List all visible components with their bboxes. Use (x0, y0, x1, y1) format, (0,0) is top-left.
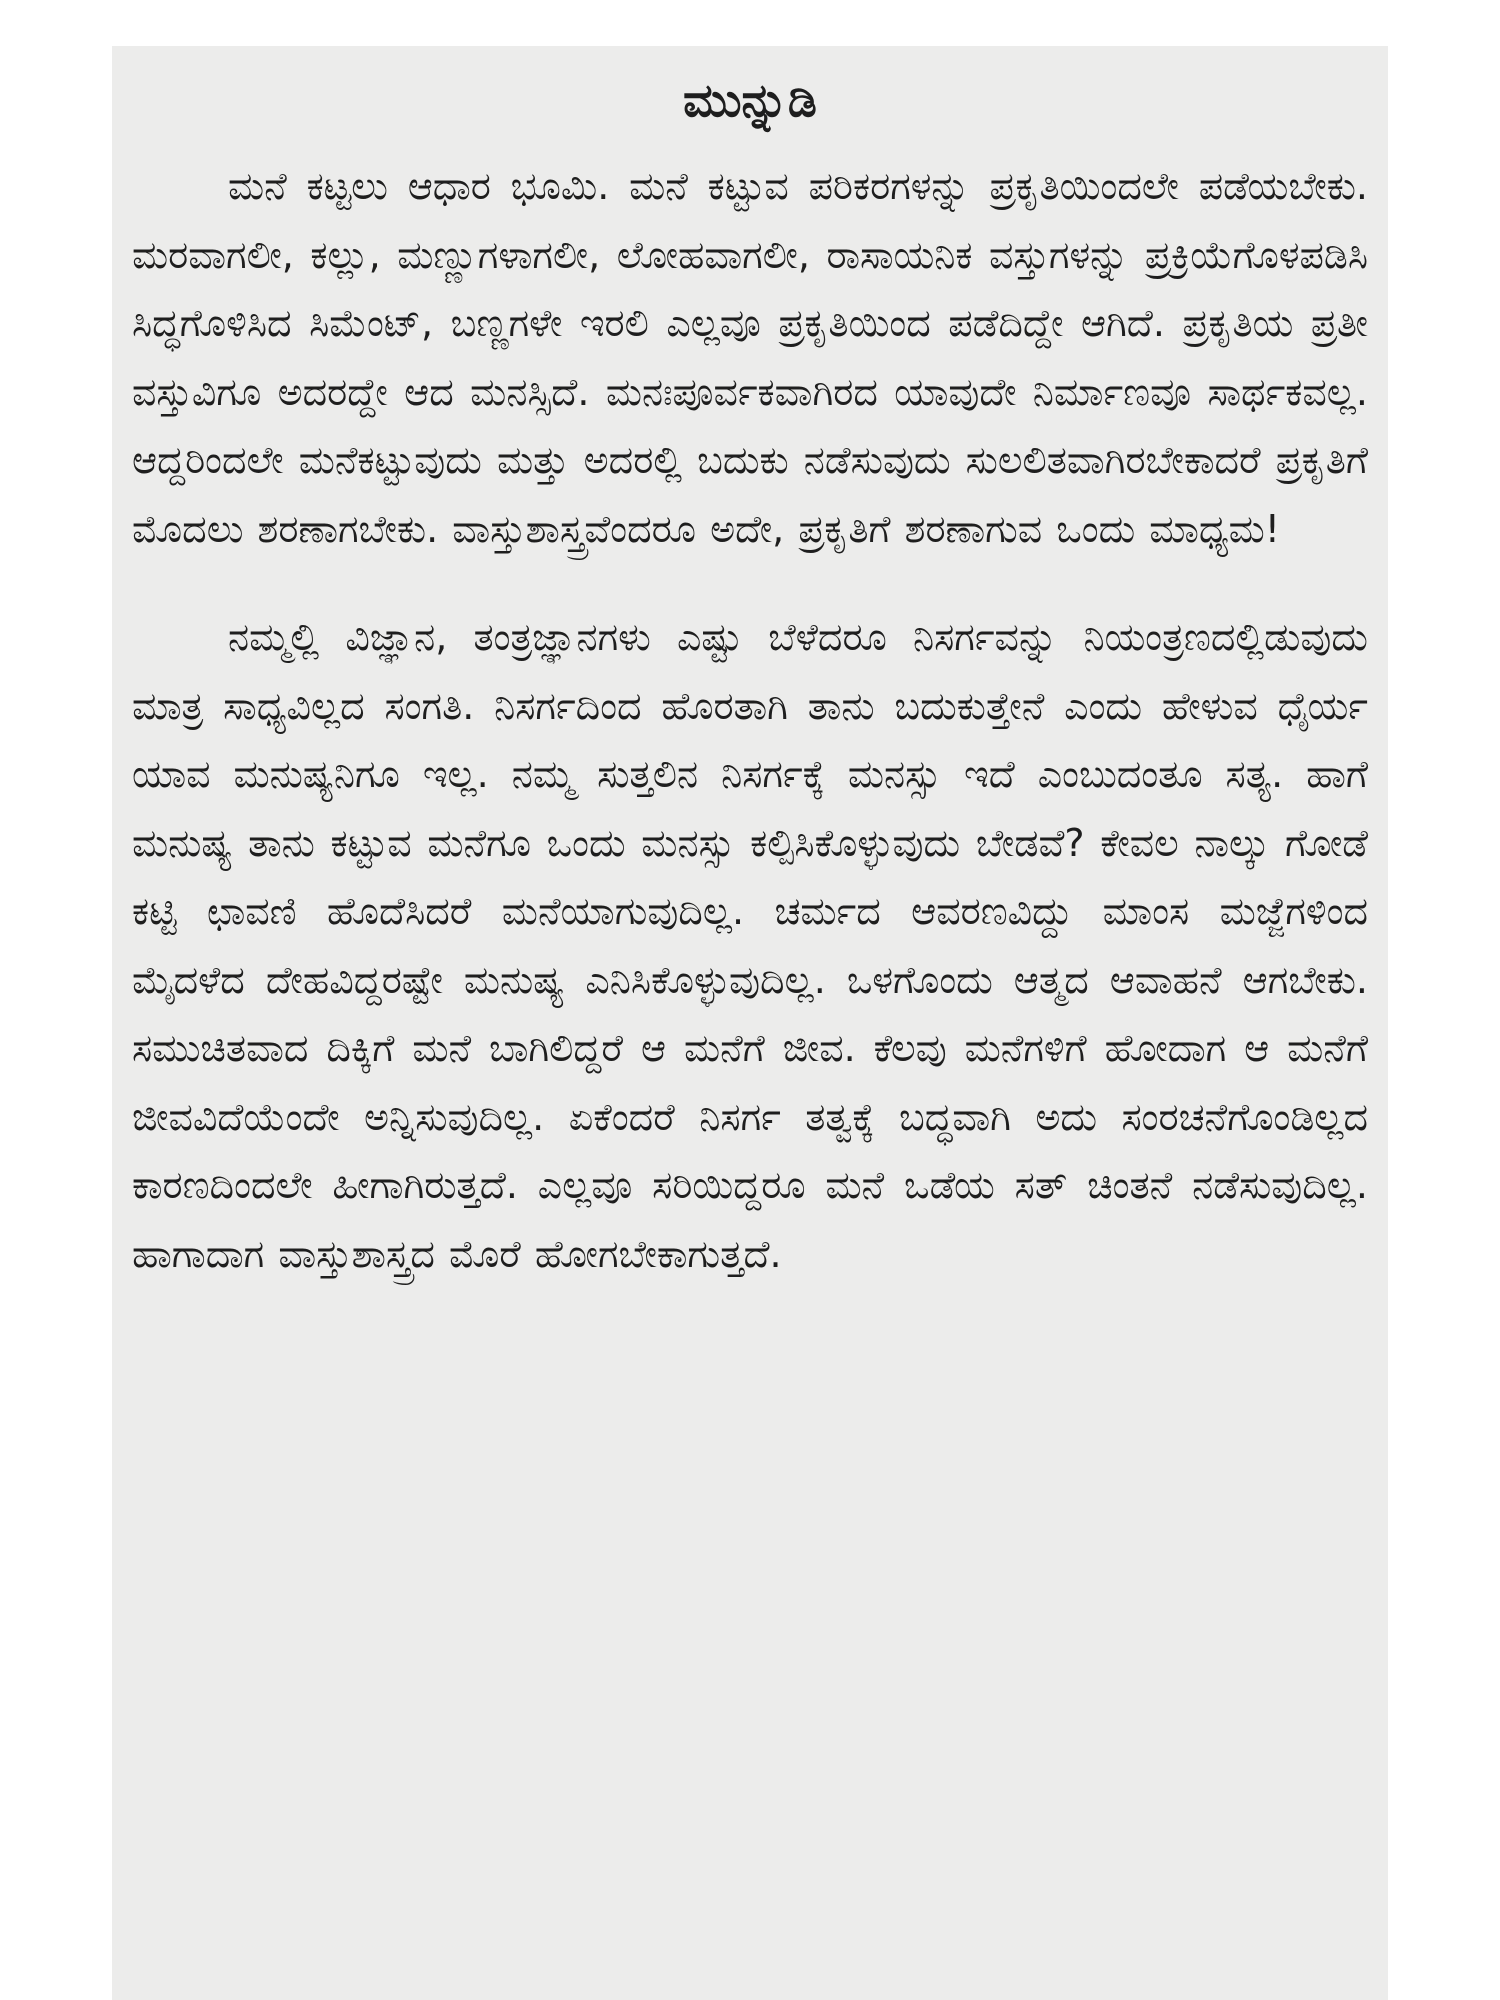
page-title: ಮುನ್ನುಡಿ (683, 73, 817, 127)
book-page (112, 46, 1388, 2000)
paragraph-2: ನಮ್ಮಲ್ಲಿ ವಿಜ್ಞಾನ, ತಂತ್ರಜ್ಞಾನಗಳು ಎಷ್ಟು ಬೆಳೆದರೂ ನಿಸರ್ಗವನ್ನು ನಿಯಂತ್ರಣದಲ್ಲಿಡುವುದು ಮಾತ್ರ ಸಾಧ್ಯವಿಲ್ಲದ ಸಂಗತಿ. ನಿಸರ್ಗದಿಂದ ಹೊರತಾಗಿ ತಾನು ಬದುಕುತ್ತೇನೆ ಎಂದು ಹೇಳುವ ಧೈರ್ಯ ಯಾವ ಮನುಷ್ಯನಿಗೂ ಇಲ್ಲ. ನಮ್ಮ ಸುತ್ತಲಿನ ನಿಸರ್ಗಕ್ಕೆ ಮನಸ್ಸು ಇದೆ ಎಂಬುದಂತೂ ಸತ್ಯ. ಹಾಗೆ ಮನುಷ್ಯ ತಾನು ಕಟ್ಟುವ ಮನೆಗೂ ಒಂದು ಮನಸ್ಸು ಕಲ್ಪಿಸಿಕೊಳ್ಳುವುದು ಬೇಡವೆ? ಕೇವಲ ನಾಲ್ಕು ಗೋಡೆ ಕಟ್ಟಿ ಛಾವಣಿ ಹೊದೆಸಿದರೆ ಮನೆಯಾಗುವುದಿಲ್ಲ. ಚರ್ಮದ ಆವರಣವಿದ್ದು ಮಾಂಸ ಮಜ್ಜೆಗಳಿಂದ ಮೈದಳೆದ ದೇಹವಿದ್ದರಷ್ಟೇ ಮನುಷ್ಯ ಎನಿಸಿಕೊಳ್ಳುವುದಿಲ್ಲ. ಒಳಗೊಂದು ಆತ್ಮದ ಆವಾಹನೆ ಆಗಬೇಕು. ಸಮುಚಿತವಾದ ದಿಕ್ಕಿಗೆ ಮನೆ ಬಾಗಿಲಿದ್ದರೆ ಆ ಮನೆಗೆ ಜೀವ. ಕೆಲವು ಮನೆಗಳಿಗೆ ಹೋದಾಗ ಆ ಮನೆಗೆ ಜೀವವಿದೆಯೆಂದೇ ಅನ್ನಿಸುವುದಿಲ್ಲ. ಏಕೆಂದರೆ ನಿಸರ್ಗ ತತ್ವಕ್ಕೆ ಬದ್ಧವಾಗಿ ಅದು ಸಂರಚನೆಗೊಂಡಿಲ್ಲದ ಕಾರಣದಿಂದಲೇ ಹೀಗಾಗಿರುತ್ತದೆ. ಎಲ್ಲವೂ ಸರಿಯಿದ್ದರೂ ಮನೆ ಒಡೆಯ ಸತ್ ಚಿಂತನೆ ನಡೆಸುವುದಿಲ್ಲ. ಹಾಗಾದಾಗ ವಾಸ್ತುಶಾಸ್ತ್ರದ ಮೊರೆ ಹೋಗಬೇಕಾಗುತ್ತದೆ. (132, 615, 1368, 1276)
paragraph-1: ಮನೆ ಕಟ್ಟಲು ಆಧಾರ ಭೂಮಿ. ಮನೆ ಕಟ್ಟುವ ಪರಿಕರಗಳನ್ನು ಪ್ರಕೃತಿಯಿಂದಲೇ ಪಡೆಯಬೇಕು. ಮರವಾಗಲೀ, ಕಲ್ಲು, ಮಣ್ಣುಗಳಾಗಲೀ, ಲೋಹವಾಗಲೀ, ರಾಸಾಯನಿಕ ವಸ್ತುಗಳನ್ನು ಪ್ರಕ್ರಿಯೆಗೊಳಪಡಿಸಿ ಸಿದ್ಧಗೊಳಿಸಿದ ಸಿಮೆಂಟ್, ಬಣ್ಣಗಳೇ ಇರಲಿ ಎಲ್ಲವೂ ಪ್ರಕೃತಿಯಿಂದ ಪಡೆದಿದ್ದೇ ಆಗಿದೆ. ಪ್ರಕೃತಿಯ ಪ್ರತೀ ವಸ್ತುವಿಗೂ ಅದರದ್ದೇ ಆದ ಮನಸ್ಸಿದೆ. ಮನಃಪೂರ್ವಕವಾಗಿರದ ಯಾವುದೇ ನಿರ್ಮಾಣವೂ ಸಾರ್ಥಕವಲ್ಲ. ಆದ್ದರಿಂದಲೇ ಮನೆಕಟ್ಟುವುದು ಮತ್ತು ಅದರಲ್ಲಿ ಬದುಕು ನಡೆಸುವುದು ಸುಲಲಿತವಾಗಿರಬೇಕಾದರೆ ಪ್ರಕೃತಿಗೆ ಮೊದಲು ಶರಣಾಗಬೇಕು. ವಾಸ್ತುಶಾಸ್ತ್ರವೆಂದರೂ ಅದೇ, ಪ್ರಕೃತಿಗೆ ಶರಣಾಗುವ ಒಂದು ಮಾಧ್ಯಮ! (132, 164, 1368, 551)
